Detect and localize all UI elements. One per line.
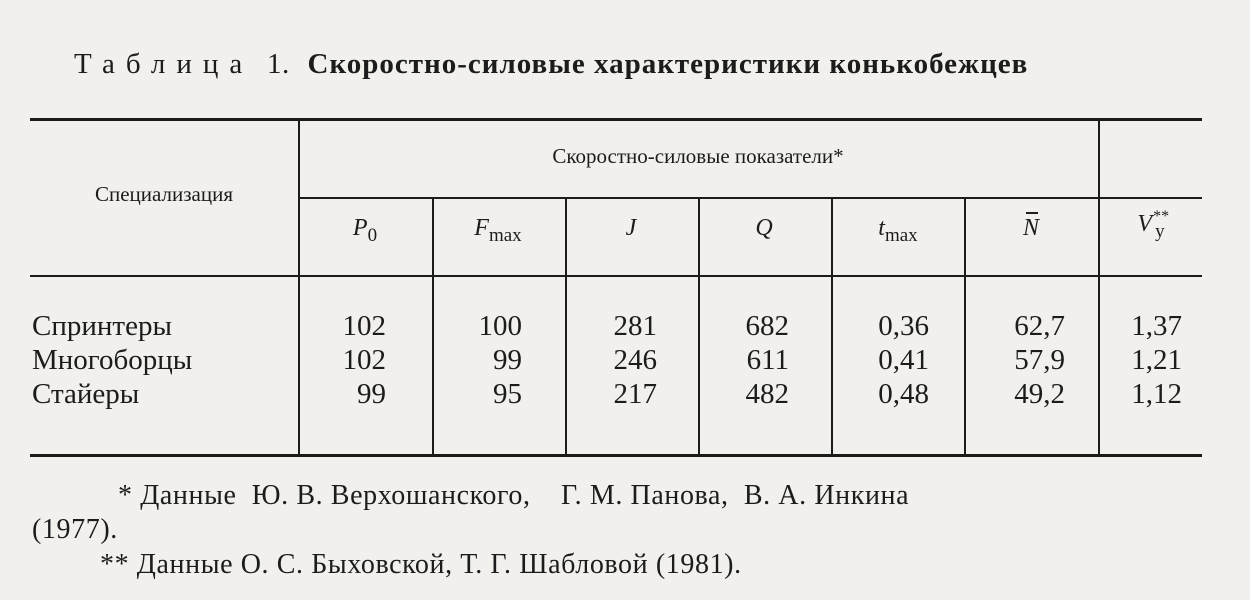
col-header-vy-sup: ** (1153, 208, 1170, 225)
table-cell: 95 (493, 378, 522, 410)
table-cell: 281 (613, 310, 657, 342)
footnote-2: ** Данные О. С. Быховской, Т. Г. Шабловой (1981). (100, 549, 742, 580)
col-header-q (699, 215, 829, 242)
table-cell: 62,7 (1014, 310, 1065, 342)
col-header-vy (1100, 208, 1202, 243)
col-divider-6 (1098, 118, 1100, 456)
table-cell: 217 (613, 378, 657, 410)
col-header-tmax-sub: max (884, 225, 918, 246)
table-cell: 99 (357, 378, 386, 410)
table-title-number: 1. (267, 48, 290, 80)
table-cell: 100 (478, 310, 522, 342)
table-bottom-rule (30, 454, 1202, 457)
col-header-tmax-base: t (878, 215, 885, 241)
col-header-fmax-sub: max (488, 225, 522, 246)
row-name-allrounders: Многоборцы (32, 344, 193, 376)
table-cell: 1,37 (1131, 310, 1182, 342)
row-header-specialization: Специализация (94, 182, 234, 206)
group-header-indicators: Скоростно-силовые показатели* (552, 144, 844, 168)
table-cell: 0,48 (878, 378, 929, 410)
col-header-j-base: J (625, 215, 637, 241)
footnote-1-line-1: * Данные Ю. В. Верхошанского, Г. М. Панова, В. А. Инкина (118, 480, 910, 511)
table-cell: 1,21 (1131, 344, 1182, 376)
col-header-p0-sub: 0 (367, 225, 378, 246)
col-header-vy-base: V (1137, 211, 1153, 237)
table-title (74, 48, 1214, 81)
table-cell: 682 (745, 310, 789, 342)
col-header-p0-base: P (352, 215, 368, 241)
header-bottom-rule (30, 275, 1202, 277)
col-header-j (566, 215, 696, 242)
col-header-n-mean (966, 215, 1096, 242)
table-top-rule (30, 118, 1202, 121)
data-table (30, 118, 1202, 458)
row-name-stayers: Стайеры (32, 378, 140, 410)
table-cell: 611 (746, 344, 789, 376)
footnote-1-line-2: (1977). (32, 514, 118, 545)
table-cell: 1,12 (1131, 378, 1182, 410)
table-cell: 99 (493, 344, 522, 376)
table-cell: 482 (745, 378, 789, 410)
table-title-label: Таблица (74, 48, 254, 80)
col-header-fmax (433, 215, 563, 247)
col-header-n-base: N (1022, 215, 1039, 241)
table-cell: 0,36 (878, 310, 929, 342)
row-name-sprinters: Спринтеры (32, 310, 172, 342)
col-header-tmax (833, 215, 963, 247)
col-header-vy-sub: y (1155, 221, 1165, 242)
col-header-q-base: Q (755, 215, 773, 241)
table-cell: 57,9 (1014, 344, 1065, 376)
table-cell: 0,41 (878, 344, 929, 376)
table-cell: 102 (342, 310, 386, 342)
table-cell: 102 (342, 344, 386, 376)
col-header-p0 (300, 215, 430, 247)
table-cell: 49,2 (1014, 378, 1065, 410)
table-cell: 246 (613, 344, 657, 376)
col-header-fmax-base: F (474, 215, 489, 241)
table-title-text: Скоростно-силовые характеристики конькобежцев (307, 48, 1029, 80)
